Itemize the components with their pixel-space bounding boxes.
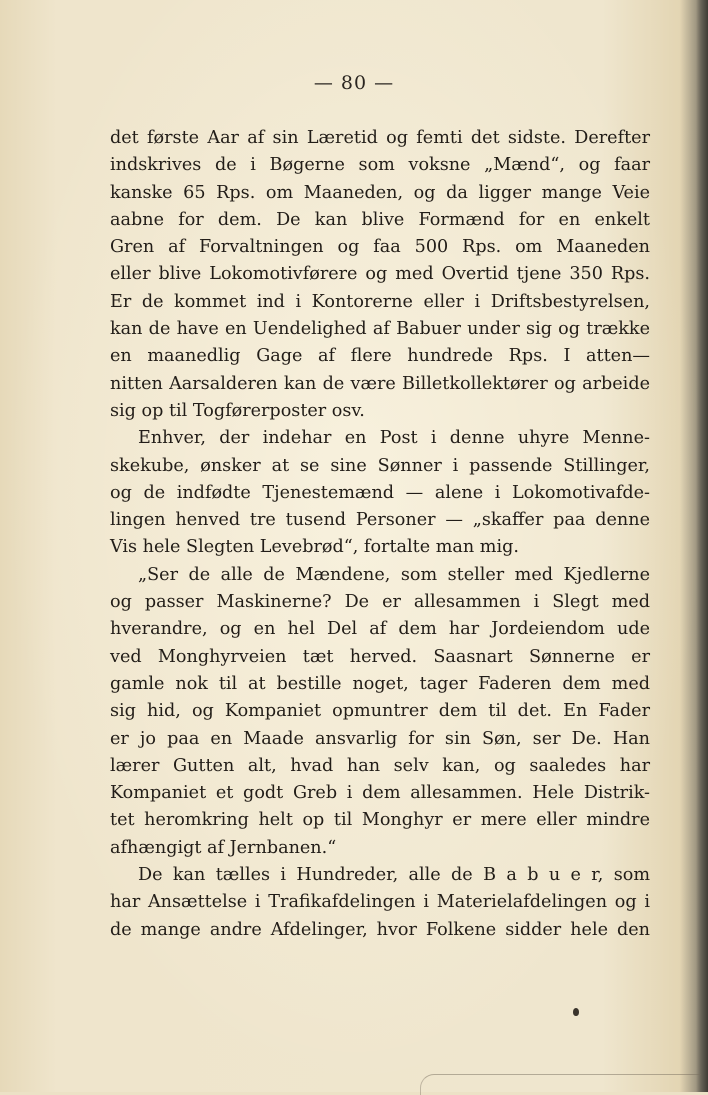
text-line: har Ansættelse i Trafikafdelingen i Materielafdelingen og i xyxy=(110,892,650,913)
body-text xyxy=(110,125,650,944)
text-line: ved Monghyrveien tæt herved. Saasnart Sønnerne er xyxy=(110,646,650,667)
text-line: og passer Maskinerne? De er allesammen i Slegt med xyxy=(110,592,650,613)
text-line: de mange andre Afdelinger, hvor Folkene sidder hele den xyxy=(110,919,650,940)
text-line: hverandre, og en hel Del af dem har Jordeiendom ude xyxy=(110,619,650,640)
text-line: gamle nok til at bestille noget, tager Faderen dem med xyxy=(110,673,650,694)
text-line: afhængigt af Jernbanen.“ xyxy=(110,837,337,858)
text-line: Vis hele Slegten Levebrød“, fortalte man mig. xyxy=(110,537,519,558)
text-line: indskrives de i Bøgerne som voksne „Mænd“, og faar xyxy=(110,155,650,176)
page-edge-shadow xyxy=(696,0,708,1092)
text-line: kanske 65 Rps. om Maaneden, og da ligger mange Veie xyxy=(110,182,650,203)
ink-spot xyxy=(573,1008,579,1016)
text-line: skekube, ønsker at se sine Sønner i passende Stillinger, xyxy=(110,455,650,476)
text-line: nitten Aarsalderen kan de være Billetkollektører og arbeide xyxy=(110,373,650,394)
text-line: Enhver, der indehar en Post i denne uhyre Menne- xyxy=(138,428,650,449)
text-line: kan de have en Uendelighed af Babuer under sig og trække xyxy=(110,319,650,340)
text-line: aabne for dem. De kan blive Formænd for en enkelt xyxy=(110,209,650,230)
text-line: tet heromkring helt op til Monghyr er mere eller mindre xyxy=(110,810,650,831)
text-line: en maanedlig Gage af flere hundrede Rps. I atten— xyxy=(110,346,650,367)
text-line: Kompaniet et godt Greb i dem allesammen. Hele Distrik- xyxy=(110,783,650,804)
text-line: lingen henved tre tusend Personer — „skaffer paa denne xyxy=(110,510,650,531)
text-line: sig hid, og Kompaniet opmuntrer dem til det. En Fader xyxy=(110,701,650,722)
page-number: — 80 — xyxy=(313,72,395,94)
text-line: „Ser de alle de Mændene, som steller med Kjedlerne xyxy=(138,564,650,585)
text-line: er jo paa en Maade ansvarlig for sin Søn, ser De. Han xyxy=(110,728,650,749)
text-line: sig op til Togførerposter osv. xyxy=(110,400,365,421)
text-line: eller blive Lokomotivførere og med Overtid tjene 350 Rps. xyxy=(110,264,650,285)
text-line: De kan tælles i Hundreder, alle de B a b u e r, som xyxy=(138,865,650,886)
text-line: og de indfødte Tjenestemænd — alene i Lokomotivafde- xyxy=(110,482,650,503)
text-line: Er de kommet ind i Kontorerne eller i Driftsbestyrelsen, xyxy=(110,291,650,312)
text-line: det første Aar af sin Læretid og femti det sidste. Derefter xyxy=(110,128,650,148)
text-line: lærer Gutten alt, hvad han selv kan, og saaledes har xyxy=(110,755,650,776)
text-line: Gren af Forvaltningen og faa 500 Rps. om Maaneden xyxy=(110,237,650,258)
